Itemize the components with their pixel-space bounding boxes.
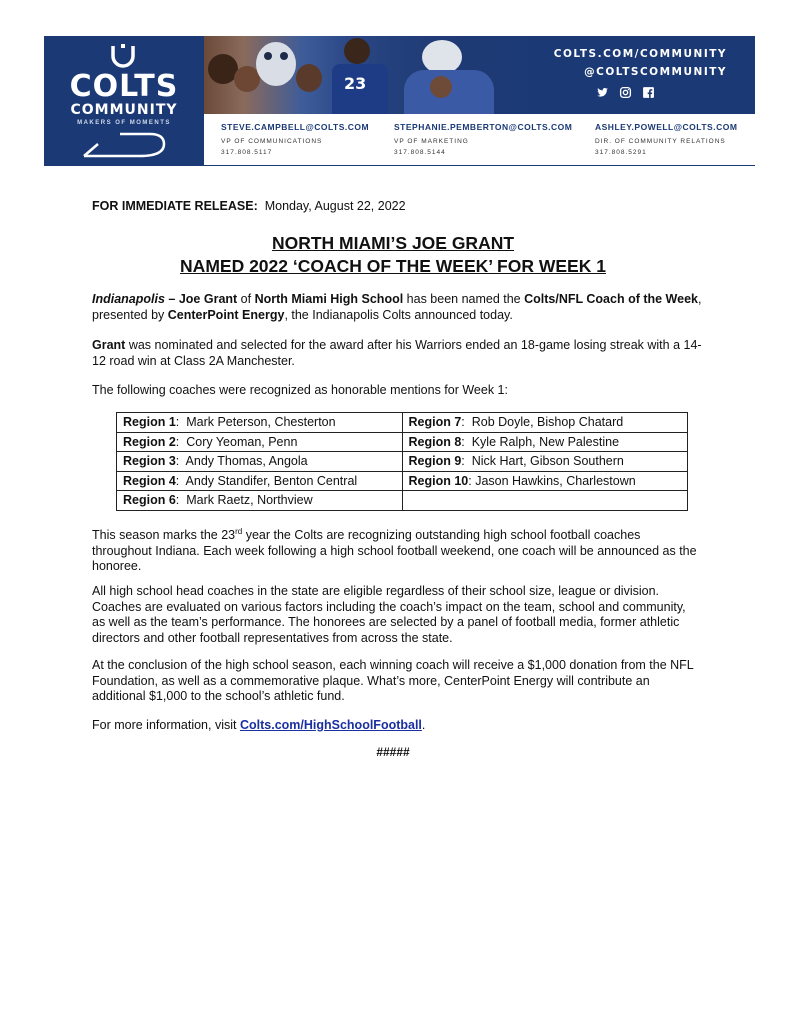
coach-entry: Nick Hart, Gibson Southern bbox=[471, 454, 624, 469]
dateline-city: Indianapolis bbox=[92, 292, 165, 306]
table-row bbox=[117, 432, 688, 452]
paragraph-eligibility: All high school head coaches in the state are eligible regardless of their school size, league or division. Coaches are evaluated on various factors including the coach’s impact on the team, school and community, as well as the team’s performance. The honorees are selected by a panel of football media, former athletic directors and other football representatives from across the state. bbox=[92, 584, 686, 645]
community-photo: 23 bbox=[204, 36, 534, 114]
horseshoe-icon bbox=[108, 44, 138, 68]
separator: : bbox=[461, 415, 472, 430]
sponsor-name: CenterPoint Energy bbox=[167, 307, 285, 322]
separator: : bbox=[461, 434, 472, 449]
region-label: Region 3 bbox=[123, 454, 176, 469]
coach-entry: Mark Raetz, Northview bbox=[186, 493, 313, 508]
contact-role: VP OF MARKETING bbox=[394, 138, 469, 145]
table-row bbox=[117, 452, 688, 472]
table-row bbox=[117, 471, 688, 491]
separator: : bbox=[468, 473, 476, 488]
table-cell bbox=[117, 432, 403, 452]
region-label: Region 1 bbox=[123, 415, 176, 430]
region-label: Region 9 bbox=[408, 454, 462, 469]
contact-list bbox=[204, 114, 755, 166]
separator: : bbox=[175, 415, 187, 430]
logo-subtitle: COMMUNITY bbox=[70, 102, 178, 118]
text: was nominated and selected for the award after his Warriors ended an 18-game losing streak with a 14-12 road win at Class 2A Manchester. bbox=[92, 338, 702, 368]
contact-phone: 317.808.5117 bbox=[221, 149, 273, 156]
text: of bbox=[237, 292, 255, 306]
table-cell bbox=[402, 471, 688, 491]
social-icons bbox=[596, 86, 655, 99]
contact-phone: 317.808.5144 bbox=[394, 149, 446, 156]
facebook-icon[interactable] bbox=[642, 86, 655, 99]
text: For more information, visit bbox=[92, 718, 240, 732]
table-cell bbox=[402, 452, 688, 472]
separator: : bbox=[461, 454, 472, 469]
coach-entry: Kyle Ralph, New Palestine bbox=[471, 434, 620, 449]
paragraph-intro bbox=[92, 292, 702, 323]
coach-entry: Andy Thomas, Angola bbox=[185, 454, 308, 469]
coach-name: Grant bbox=[92, 338, 126, 352]
table-cell bbox=[117, 491, 403, 511]
contact-role: VP OF COMMUNICATIONS bbox=[221, 138, 323, 145]
region-label: Region 2 bbox=[123, 434, 176, 449]
paragraph-donation: At the conclusion of the high school season, each winning coach will receive a $1,000 donation from the NFL Foundation, as well as a commemorative plaque. What’s more, CenterPoint Energy will contribute an additional $1,000 to the school’s athletic fund. bbox=[92, 658, 694, 703]
dateline-dash: – bbox=[164, 292, 179, 306]
region-label: Region 6 bbox=[123, 493, 176, 508]
separator: : bbox=[175, 434, 187, 449]
coach-entry: Andy Standifer, Benton Central bbox=[185, 473, 358, 488]
community-website[interactable]: COLTS.COM/COMMUNITY bbox=[553, 48, 727, 60]
paragraph-more-info bbox=[92, 718, 702, 734]
contact-2 bbox=[394, 122, 572, 156]
logo-title: COLTS bbox=[69, 69, 179, 104]
contact-phone: 317.808.5291 bbox=[595, 149, 647, 156]
table-row bbox=[117, 491, 688, 511]
table-cell bbox=[402, 432, 688, 452]
award-name: Colts/NFL Coach of the Week bbox=[524, 292, 698, 306]
region-label: Region 10 bbox=[408, 473, 469, 488]
release-label: FOR IMMEDIATE RELEASE: bbox=[92, 199, 258, 213]
text: . bbox=[421, 718, 426, 732]
banner-divider bbox=[204, 165, 755, 166]
headline-line-1: NORTH MIAMI’S JOE GRANT bbox=[271, 233, 515, 253]
letterhead-banner bbox=[44, 36, 755, 166]
contact-1 bbox=[221, 122, 369, 156]
coach-entry: Jason Hawkins, Charlestown bbox=[475, 473, 636, 488]
release-line bbox=[92, 199, 406, 213]
honorable-mentions-table bbox=[116, 412, 688, 511]
contact-email[interactable]: STEVE.CAMPBELL@COLTS.COM bbox=[221, 122, 370, 132]
paragraph-mentions-intro: The following coaches were recognized as honorable mentions for Week 1: bbox=[92, 383, 508, 397]
table-row bbox=[117, 413, 688, 433]
region-label: Region 4 bbox=[123, 473, 176, 488]
region-label: Region 7 bbox=[408, 415, 462, 430]
table-cell bbox=[402, 491, 688, 511]
ordinal-suffix: rd bbox=[235, 527, 243, 536]
high-school-football-link[interactable]: Colts.com/HighSchoolFootball bbox=[239, 718, 422, 732]
coach-entry: Cory Yeoman, Penn bbox=[186, 434, 298, 449]
table-cell bbox=[117, 452, 403, 472]
instagram-icon[interactable] bbox=[619, 86, 632, 99]
separator: : bbox=[175, 493, 187, 508]
coach-entry: Rob Doyle, Bishop Chatard bbox=[471, 415, 624, 430]
text: This season marks the 23 bbox=[92, 528, 236, 543]
logo-tagline: MAKERS OF MOMENTS bbox=[77, 120, 171, 126]
table-cell bbox=[402, 413, 688, 433]
community-handle[interactable]: @COLTSCOMMUNITY bbox=[584, 66, 727, 78]
text: has been named the bbox=[403, 292, 525, 306]
headline-line-2: NAMED 2022 ‘COACH OF THE WEEK’ FOR WEEK 1 bbox=[180, 256, 606, 276]
colts-community-logo bbox=[44, 36, 204, 166]
contact-email[interactable]: STEPHANIE.PEMBERTON@COLTS.COM bbox=[394, 122, 573, 132]
paragraph-win bbox=[92, 338, 702, 369]
coach-entry: Mark Peterson, Chesterton bbox=[186, 415, 336, 430]
separator: : bbox=[175, 454, 186, 469]
text: , presented by bbox=[92, 292, 702, 322]
contact-email[interactable]: ASHLEY.POWELL@COLTS.COM bbox=[595, 122, 738, 132]
table-cell bbox=[117, 413, 403, 433]
release-date: Monday, August 22, 2022 bbox=[264, 199, 406, 213]
contact-3 bbox=[595, 122, 737, 156]
race-track-icon bbox=[80, 132, 170, 160]
text: , the Indianapolis Colts announced today. bbox=[284, 307, 513, 322]
table-cell bbox=[117, 471, 403, 491]
twitter-icon[interactable] bbox=[596, 86, 609, 99]
contact-role: DIR. OF COMMUNITY RELATIONS bbox=[595, 138, 726, 145]
school-name: North Miami High School bbox=[254, 292, 404, 306]
coach-name: Joe Grant bbox=[178, 292, 238, 306]
social-panel bbox=[534, 36, 755, 114]
separator: : bbox=[175, 473, 186, 488]
region-label: Region 8 bbox=[408, 434, 462, 449]
end-mark: ##### bbox=[376, 745, 410, 759]
paragraph-season bbox=[92, 524, 702, 575]
text: year the Colts are recognizing outstanding high school football coaches throughout Indiana. Each week following a high school football weekend, one coach will be announced as the honoree. bbox=[92, 528, 697, 574]
